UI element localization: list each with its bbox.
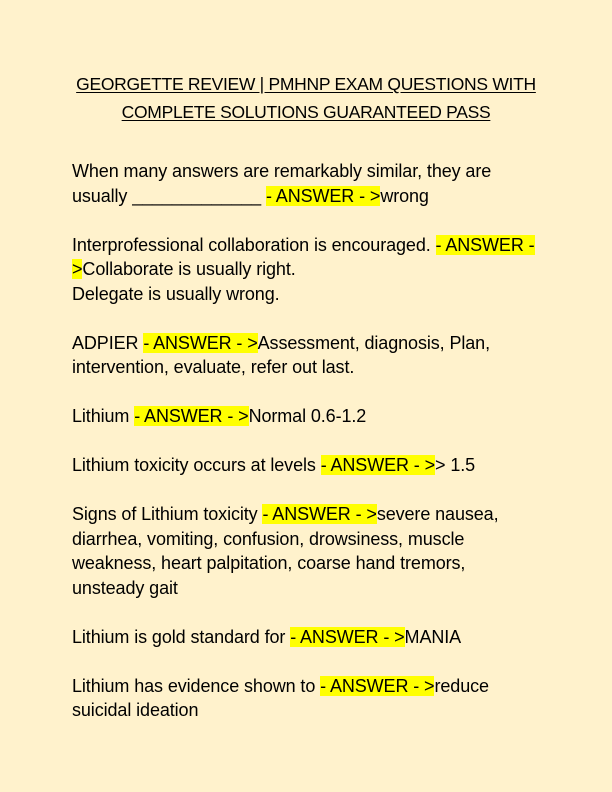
answer-marker: - ANSWER - > (72, 234, 535, 279)
answer-text: Normal 0.6-1.2 (248, 406, 367, 426)
answer-text: > 1.5 (435, 455, 476, 475)
answer-text: reduce suicidal ideation (72, 675, 489, 720)
question-text: ADPIER (72, 332, 144, 353)
answer-marker: - ANSWER - > (143, 332, 258, 353)
qa-item (72, 331, 540, 380)
document-page (72, 70, 540, 747)
qa-item (72, 502, 540, 600)
question-text: Lithium toxicity occurs at levels (72, 455, 321, 475)
qa-item (72, 159, 540, 208)
answer-marker: - ANSWER - > (265, 185, 381, 206)
answer-marker: - ANSWER - > (320, 675, 435, 696)
question-text: Lithium is gold standard for (72, 626, 291, 647)
document-title (72, 70, 540, 126)
answer-text: severe nausea, diarrhea, vomiting, confusion, drowsiness, muscle weakness, heart palpitation, coarse hand tremors, unsteady gait (72, 504, 499, 598)
answer-marker: - ANSWER - > (320, 455, 436, 475)
qa-item (72, 674, 540, 723)
qa-item (72, 233, 540, 307)
qa-item (72, 625, 540, 650)
answer-marker: - ANSWER - > (262, 504, 377, 524)
answer-marker: - ANSWER - > (134, 406, 249, 426)
qa-item (72, 404, 540, 429)
answer-marker: - ANSWER - > (290, 626, 405, 647)
answer-text: Collaborate is usually right. (82, 259, 296, 279)
qa-item (72, 453, 540, 478)
title-line-2: COMPLETE SOLUTIONS GUARANTEED PASS (121, 102, 491, 122)
question-text: Interprofessional collaboration is encouraged. (72, 234, 436, 255)
question-text: Signs of Lithium toxicity (72, 504, 263, 524)
answer-text: Assessment, diagnosis, Plan, intervention, evaluate, refer out last. (72, 332, 490, 377)
answer-text: wrong (380, 185, 429, 206)
answer-text-line-2: Delegate is usually wrong. (72, 283, 280, 304)
question-text: Lithium has evidence shown to (72, 675, 321, 696)
question-text: When many answers are remarkably similar, they are usually _____________ (72, 161, 492, 206)
answer-text: MANIA (404, 626, 462, 647)
question-text: Lithium (72, 406, 135, 426)
title-line-1: GEORGETTE REVIEW | PMHNP EXAM QUESTIONS WITH (76, 74, 536, 94)
